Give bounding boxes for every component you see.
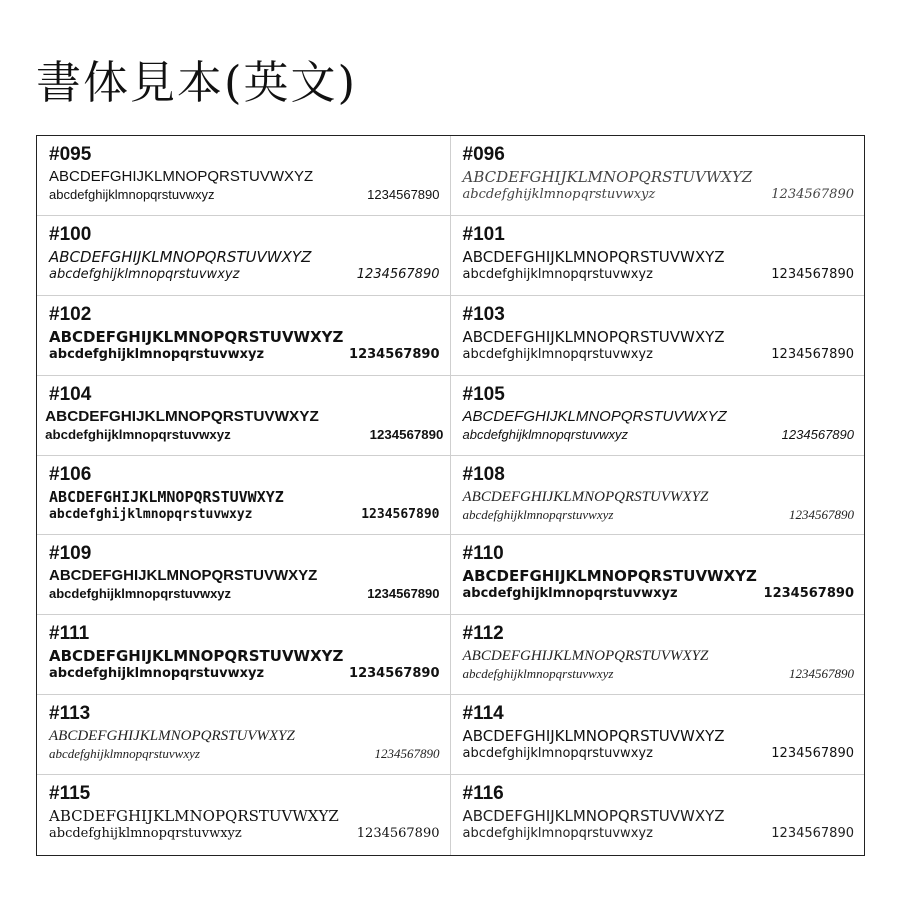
uppercase-sample: ABCDEFGHIJKLMNOPQRSTUVWXYZ [462,648,709,665]
font-code: #114 [462,703,504,725]
specimen-cell-096 [451,136,865,216]
font-code: #108 [462,463,505,485]
specimen-cell-113 [37,695,451,775]
font-code: #095 [49,144,92,165]
uppercase-sample: ABCDEFGHIJKLMNOPQRSTUVWXYZ [49,647,344,666]
lowercase-digits-sample: abcdefghijklmnopqrstuvwxyz 1234567890 [49,187,440,202]
lowercase-digits-sample: abcdefghijklmnopqrstuvwxyz 1234567890 [49,266,440,282]
uppercase-sample: ABCDEFGHIJKLMNOPQRSTUVWXYZ [49,728,295,745]
uppercase-sample: ABCDEFGHIJKLMNOPQRSTUVWXYZ [462,567,757,586]
font-code: #100 [49,223,92,245]
uppercase-sample: ABCDEFGHIJKLMNOPQRSTUVWXYZ [49,247,312,266]
specimen-cell-116 [451,775,865,855]
uppercase-sample: ABCDEFGHIJKLMNOPQRSTUVWXYZ [462,727,725,746]
lowercase-digits-sample: abcdefghijklmnopqrstuvwxyz 1234567890 [462,426,854,442]
specimen-cell-108 [451,456,865,536]
specimen-cell-101 [451,216,865,296]
uppercase-sample: ABCDEFGHIJKLMNOPQRSTUVWXYZ [49,807,339,826]
lowercase-digits-sample: abcdefghijklmnopqrstuvwxyz 1234567890 [49,826,440,842]
font-code: #112 [462,623,504,645]
lowercase-digits-sample: abcdefghijklmnopqrstuvwxyz 1234567890 [462,826,854,842]
lowercase-digits-sample: abcdefghijklmnopqrstuvwxyz 1234567890 [462,187,854,202]
font-code: #102 [49,303,92,325]
specimen-cell-105 [451,376,865,456]
specimen-cell-095 [37,136,451,216]
uppercase-sample: ABCDEFGHIJKLMNOPQRSTUVWXYZ [462,327,725,346]
uppercase-sample: ABCDEFGHIJKLMNOPQRSTUVWXYZ [462,807,725,826]
font-code: #096 [462,144,505,165]
lowercase-digits-sample: abcdefghijklmnopqrstuvwxyz 1234567890 [49,666,440,682]
uppercase-sample: ABCDEFGHIJKLMNOPQRSTUVWXYZ [462,247,725,266]
specimen-cell-114 [451,695,865,775]
lowercase-digits-sample: abcdefghijklmnopqrstuvwxyz 1234567890 [49,586,440,602]
lowercase-digits-sample: abcdefghijklmnopqrstuvwxyz 1234567890 [45,426,444,442]
font-code: #101 [462,223,505,245]
font-code: #110 [462,543,504,565]
page-title: 書体見本(英文) [36,56,358,110]
lowercase-digits-sample: abcdefghijklmnopqrstuvwxyz 1234567890 [462,666,854,682]
uppercase-sample: ABCDEFGHIJKLMNOPQRSTUVWXYZ [462,168,753,186]
specimen-cell-111 [37,615,451,695]
specimen-cell-102 [37,296,451,376]
lowercase-digits-sample: abcdefghijklmnopqrstuvwxyz 1234567890 [462,586,854,602]
font-code: #111 [49,623,90,645]
specimen-cell-104 [37,376,451,456]
font-code: #104 [49,383,92,405]
lowercase-digits-sample: abcdefghijklmnopqrstuvwxyz 1234567890 [462,746,854,762]
specimen-cell-100 [37,216,451,296]
specimen-cell-103 [451,296,865,376]
uppercase-sample: ABCDEFGHIJKLMNOPQRSTUVWXYZ [49,487,284,506]
font-code: #105 [462,383,505,405]
font-code: #115 [49,783,91,805]
uppercase-sample: ABCDEFGHIJKLMNOPQRSTUVWXYZ [49,327,344,346]
uppercase-sample: ABCDEFGHIJKLMNOPQRSTUVWXYZ [49,168,314,185]
specimen-cell-115 [37,775,451,855]
lowercase-digits-sample: abcdefghijklmnopqrstuvwxyz 1234567890 [462,506,854,522]
lowercase-digits-sample: abcdefghijklmnopqrstuvwxyz 1234567890 [462,346,854,362]
font-code: #116 [462,783,504,805]
specimen-cell-106 [37,456,451,536]
font-code: #113 [49,703,91,725]
uppercase-sample: ABCDEFGHIJKLMNOPQRSTUVWXYZ [462,407,727,425]
specimen-cell-110 [451,535,865,615]
lowercase-digits-sample: abcdefghijklmnopqrstuvwxyz 1234567890 [49,346,440,362]
lowercase-digits-sample: abcdefghijklmnopqrstuvwxyz 1234567890 [49,746,440,762]
specimen-cell-109 [37,535,451,615]
uppercase-sample: ABCDEFGHIJKLMNOPQRSTUVWXYZ [45,407,319,425]
font-code: #109 [49,543,92,565]
uppercase-sample: ABCDEFGHIJKLMNOPQRSTUVWXYZ [49,567,318,585]
font-specimen-table [36,135,865,856]
lowercase-digits-sample: abcdefghijklmnopqrstuvwxyz 1234567890 [462,266,854,282]
font-code: #103 [462,303,505,325]
lowercase-digits-sample: abcdefghijklmnopqrstuvwxyz 1234567890 [49,506,440,522]
font-code: #106 [49,463,92,485]
uppercase-sample: ABCDEFGHIJKLMNOPQRSTUVWXYZ [462,488,709,505]
specimen-cell-112 [451,615,865,695]
